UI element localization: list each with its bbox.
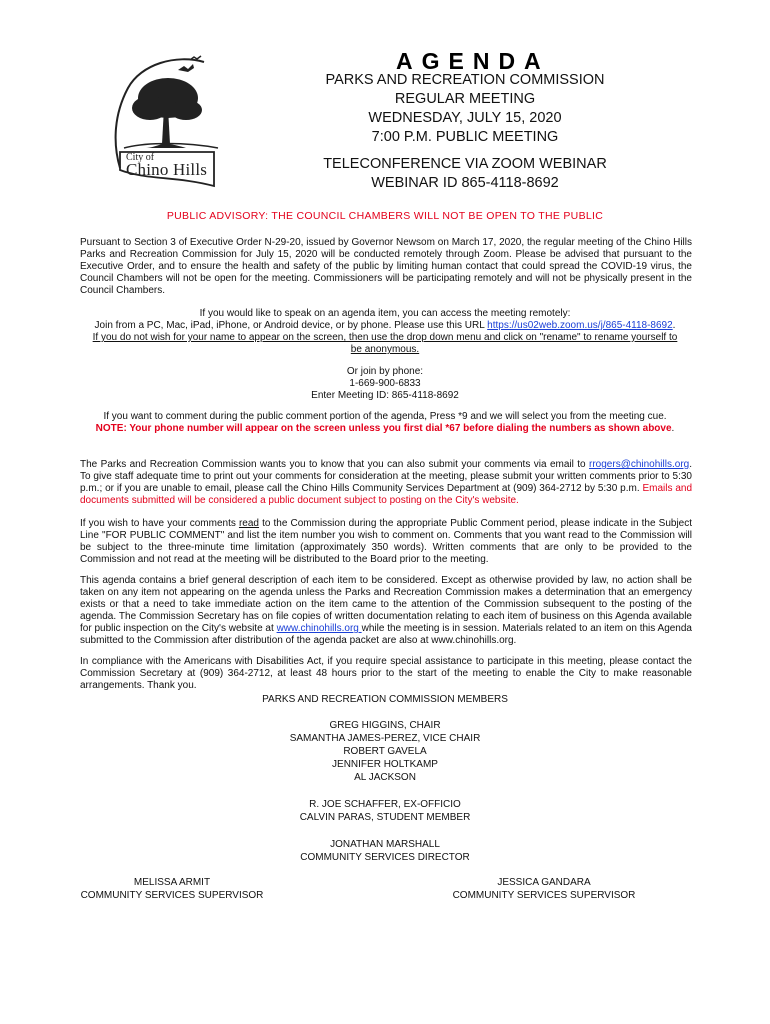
supervisor-name: JESSICA GANDARA: [497, 877, 591, 888]
director-title: COMMUNITY SERVICES DIRECTOR: [300, 852, 470, 863]
member-name: R. JOE SCHAFFER, EX-OFFICIO: [309, 799, 461, 810]
email-middle: . To give staff adequate time to print out your comments for consideration at the meeting, please submit your written comments prior to 5:30 p.m.; or if you are unable to email, please call the Chino Hills Community Services Department at (909) 364-2712 by 5:30 p.m.: [80, 459, 692, 494]
member-name: CALVIN PARAS, STUDENT MEMBER: [299, 812, 471, 823]
read-underlined: read: [238, 518, 259, 529]
meeting-type: REGULAR MEETING: [394, 91, 536, 107]
email-paragraph: [80, 459, 692, 507]
agenda-prefix: This agenda contains a brief general description of each item to be considered. Except as otherwise provided by law, no action shall be taken on any item not appearing on the agenda unless the Parks and Recreation Commission makes a determination that an emergency exists or that a need to take immediate action on the item came to the attention of the Commission subsequent to the posting of the agenda. The Commission Secretary has on file copies of written documentation relating to each item of business on this Agenda available for public inspection on the City's website at: [80, 575, 692, 634]
members-heading: PARKS AND RECREATION COMMISSION MEMBERS: [262, 694, 508, 705]
supervisor-title: COMMUNITY SERVICES SUPERVISOR: [452, 890, 636, 901]
speak-line: If you would like to speak on an agenda item, you can access the meeting remotely:: [199, 308, 571, 319]
ada-paragraph: In compliance with the Americans with Disabilities Act, if you require special assistance to participate in this meeting, please contact the Commission Secretary at (909) 364-2712, at least 48 hours prior to the start of the meeting to enable the City to make reasonable arrangements. Thank you.: [80, 656, 692, 691]
comment-line: If you want to comment during the public comment portion of the agenda, Press *9 and we will select you from the meeting cue.: [103, 411, 667, 422]
agenda-title: AGENDA: [396, 48, 550, 74]
webinar-id: WEBINAR ID 865-4118-8692: [371, 175, 559, 191]
email-public-notice: Emails and documents submitted will be considered a public document subject to posting on the City's website.: [80, 483, 693, 506]
commissioner-list: [60, 719, 710, 784]
member-name: JENNIFER HOLTKAMP: [332, 759, 438, 770]
logo-city-name: Chino Hills: [126, 160, 208, 179]
member-name: GREG HIGGINS, CHAIR: [329, 720, 441, 731]
phone-number: 1-669-900-6833: [349, 378, 421, 389]
left-signature-block: [72, 876, 272, 902]
member-name: SAMANTHA JAMES-PEREZ, VICE CHAIR: [289, 733, 481, 744]
phone-intro: Or join by phone:: [346, 366, 424, 377]
member-name: AL JACKSON: [354, 772, 416, 783]
email-link[interactable]: rrogers@chinohills.org: [589, 459, 690, 470]
director-name: JONATHAN MARSHALL: [330, 839, 440, 850]
city-logo: [106, 48, 224, 188]
join-text: Join from a PC, Mac, iPad, iPhone, or Android device, or by phone. Please use this URL: [94, 320, 488, 331]
join-end: .: [672, 320, 676, 331]
phone-meeting-id: Enter Meeting ID: 865-4118-8692: [311, 390, 459, 401]
logo-city-label: City of: [126, 152, 155, 163]
meeting-time: 7:00 P.M. PUBLIC MEETING: [371, 129, 559, 145]
phone-note-text: NOTE: Your phone number will appear on the screen unless you first dial *67 before dialing the numbers as shown above: [95, 423, 672, 434]
zoom-url-link[interactable]: https://us02web.zoom.us/j/865-4118-8692: [487, 320, 673, 331]
speak-instructions: [60, 308, 710, 356]
phone-note: [60, 423, 710, 435]
other-members: [60, 798, 710, 824]
rename-instructions: If you do not wish for your name to appear on the screen, then use the drop down menu and click on "rename" to rename yourself to be anonymous.: [92, 332, 678, 355]
director-block: [60, 838, 710, 864]
meeting-date: WEDNESDAY, JULY 15, 2020: [368, 110, 562, 126]
phone-info: [60, 366, 710, 402]
comment-info: [60, 411, 710, 435]
read-suffix: to the Commission during the appropriate Public Comment period, please indicate in the Subject Line "FOR PUBLIC COMMENT" and list the item number you wish to comment on. Comments that you want read to the Commission will be subject to the three-minute time limitation (approximately 350 words). Written comments that are only to be provided to the Commission and not read at the meeting will be distributed to the Board prior to the meeting.: [80, 518, 693, 565]
teleconference-line: TELECONFERENCE VIA ZOOM WEBINAR: [323, 156, 607, 172]
commission-name: PARKS AND RECREATION COMMISSION: [325, 72, 605, 88]
supervisor-name: MELISSA ARMIT: [133, 877, 211, 888]
join-line: [60, 320, 710, 332]
right-signature-block: [444, 876, 644, 902]
email-prefix: The Parks and Recreation Commission wants you to know that you can also submit your comments via email to: [80, 459, 590, 470]
executive-order-paragraph: Pursuant to Section 3 of Executive Order N-29-20, issued by Governor Newsom on March 17, 2020, the regular meeting of the Chino Hills Parks and Recreation Commission for July 15, 2020 will be conducted remotely through Zoom. Please be advised that pursuant to the Executive Order, and to ensure the health and safety of the public by limiting human contact that could spread the COVID-19 virus, the Council Chambers will not be open for the meeting. Commissioners will be participating remotely and will not be physically present in the Council Chambers.: [80, 237, 692, 296]
agenda-suffix: while the meeting is in session. Materials related to an item on this Agenda submitted to the Commission after distribution of the agenda packet are also at www.chinohills.org.: [80, 623, 692, 646]
read-paragraph: [80, 518, 692, 566]
public-advisory: PUBLIC ADVISORY: THE COUNCIL CHAMBERS WILL NOT BE OPEN TO THE PUBLIC: [166, 210, 604, 222]
member-name: ROBERT GAVELA: [343, 746, 427, 757]
supervisor-title: COMMUNITY SERVICES SUPERVISOR: [80, 890, 264, 901]
agenda-paragraph: [80, 575, 692, 647]
read-prefix: If you wish to have your comments: [80, 518, 239, 529]
phone-note-end: .: [671, 423, 675, 434]
city-website-link[interactable]: www.chinohills.org: [276, 623, 362, 634]
